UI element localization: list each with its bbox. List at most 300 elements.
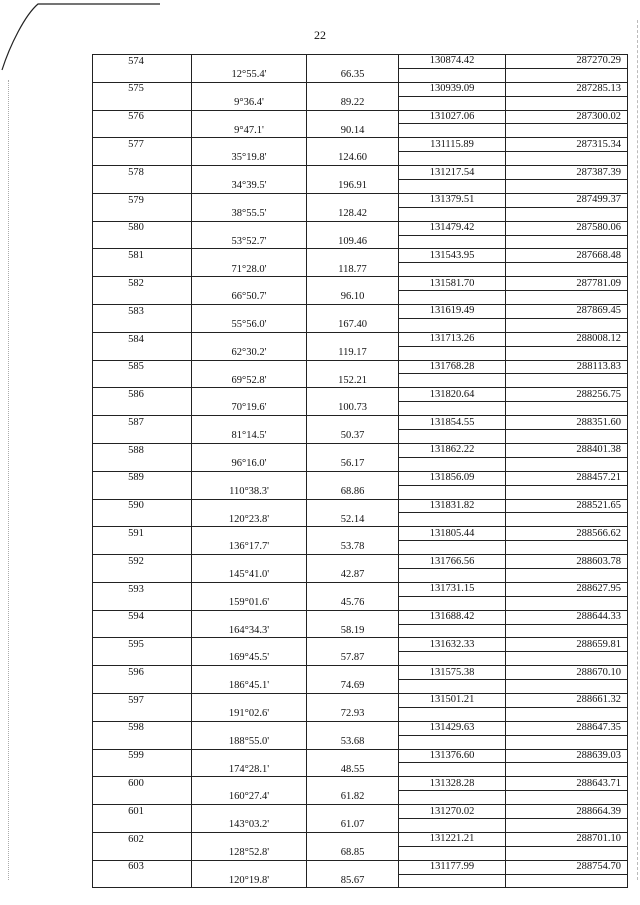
- distance-cell-empty: [307, 693, 399, 707]
- point-number: 594: [93, 610, 192, 624]
- direction-angle: 159°01.6': [192, 596, 307, 610]
- distance-cell-empty: [307, 749, 399, 763]
- y-coordinate: 287499.37: [506, 193, 628, 207]
- point-cell-empty: [93, 568, 192, 582]
- distance-cell-empty: [307, 582, 399, 596]
- distance-cell-empty: [307, 777, 399, 791]
- segment-row: [93, 180, 628, 194]
- angle-cell-empty: [192, 610, 307, 624]
- point-number: 603: [93, 860, 192, 874]
- point-cell-empty: [93, 235, 192, 249]
- point-number: 579: [93, 193, 192, 207]
- x-coordinate: 131027.06: [399, 110, 506, 124]
- point-row: [93, 443, 628, 457]
- page-number: 22: [314, 28, 326, 42]
- segment-length: 96.10: [307, 291, 399, 305]
- angle-cell-empty: [192, 805, 307, 819]
- direction-angle: 164°34.3': [192, 624, 307, 638]
- segment-length: 128.42: [307, 207, 399, 221]
- x-cell-empty: [399, 874, 506, 888]
- segment-length: 90.14: [307, 124, 399, 138]
- x-cell-empty: [399, 374, 506, 388]
- point-number: 596: [93, 666, 192, 680]
- x-cell-empty: [399, 346, 506, 360]
- y-cell-empty: [506, 818, 628, 832]
- point-cell-empty: [93, 180, 192, 194]
- point-number: 584: [93, 332, 192, 346]
- point-cell-empty: [93, 402, 192, 416]
- distance-cell-empty: [307, 443, 399, 457]
- point-row: [93, 638, 628, 652]
- point-number: 590: [93, 499, 192, 513]
- point-row: [93, 527, 628, 541]
- distance-cell-empty: [307, 471, 399, 485]
- x-coordinate: 130939.09: [399, 82, 506, 96]
- segment-row: [93, 291, 628, 305]
- x-cell-empty: [399, 735, 506, 749]
- segment-length: 119.17: [307, 346, 399, 360]
- point-cell-empty: [93, 485, 192, 499]
- x-coordinate: 131376.60: [399, 749, 506, 763]
- point-number: 577: [93, 138, 192, 152]
- distance-cell-empty: [307, 55, 399, 69]
- direction-angle: 81°14.5': [192, 430, 307, 444]
- direction-angle: 55°56.0': [192, 318, 307, 332]
- distance-cell-empty: [307, 666, 399, 680]
- point-number: 575: [93, 82, 192, 96]
- x-cell-empty: [399, 318, 506, 332]
- segment-row: [93, 707, 628, 721]
- angle-cell-empty: [192, 221, 307, 235]
- y-coordinate: 287285.13: [506, 82, 628, 96]
- distance-cell-empty: [307, 805, 399, 819]
- point-row: [93, 360, 628, 374]
- point-number: 581: [93, 249, 192, 263]
- distance-cell-empty: [307, 499, 399, 513]
- x-cell-empty: [399, 680, 506, 694]
- x-coordinate: 131575.38: [399, 666, 506, 680]
- x-coordinate: 131217.54: [399, 166, 506, 180]
- point-cell-empty: [93, 818, 192, 832]
- segment-length: 72.93: [307, 707, 399, 721]
- distance-cell-empty: [307, 277, 399, 291]
- direction-angle: 145°41.0': [192, 568, 307, 582]
- point-row: [93, 555, 628, 569]
- point-row: [93, 110, 628, 124]
- x-cell-empty: [399, 430, 506, 444]
- y-coordinate: 288664.39: [506, 805, 628, 819]
- angle-cell-empty: [192, 360, 307, 374]
- distance-cell-empty: [307, 832, 399, 846]
- segment-length: 109.46: [307, 235, 399, 249]
- segment-row: [93, 457, 628, 471]
- point-cell-empty: [93, 707, 192, 721]
- point-number: 600: [93, 777, 192, 791]
- point-row: [93, 749, 628, 763]
- y-coordinate: 288644.33: [506, 610, 628, 624]
- y-coordinate: 287869.45: [506, 305, 628, 319]
- angle-cell-empty: [192, 666, 307, 680]
- segment-length: 167.40: [307, 318, 399, 332]
- y-coordinate: 287270.29: [506, 55, 628, 69]
- x-coordinate: 131805.44: [399, 527, 506, 541]
- direction-angle: 70°19.6': [192, 402, 307, 416]
- direction-angle: 120°23.8': [192, 513, 307, 527]
- distance-cell-empty: [307, 305, 399, 319]
- point-cell-empty: [93, 596, 192, 610]
- point-cell-empty: [93, 68, 192, 82]
- point-cell-empty: [93, 96, 192, 110]
- x-cell-empty: [399, 207, 506, 221]
- y-coordinate: 287300.02: [506, 110, 628, 124]
- y-coordinate: 287580.06: [506, 221, 628, 235]
- direction-angle: 174°28.1': [192, 763, 307, 777]
- point-row: [93, 582, 628, 596]
- y-cell-empty: [506, 485, 628, 499]
- y-cell-empty: [506, 846, 628, 860]
- point-row: [93, 221, 628, 235]
- point-number: 588: [93, 443, 192, 457]
- angle-cell-empty: [192, 832, 307, 846]
- x-cell-empty: [399, 235, 506, 249]
- x-coordinate: 131766.56: [399, 555, 506, 569]
- y-coordinate: 288566.62: [506, 527, 628, 541]
- segment-length: 42.87: [307, 568, 399, 582]
- direction-angle: 188°55.0': [192, 735, 307, 749]
- y-cell-empty: [506, 680, 628, 694]
- y-cell-empty: [506, 513, 628, 527]
- y-coordinate: 288643.71: [506, 777, 628, 791]
- segment-row: [93, 568, 628, 582]
- angle-cell-empty: [192, 443, 307, 457]
- distance-cell-empty: [307, 110, 399, 124]
- direction-angle: 169°45.5': [192, 652, 307, 666]
- segment-length: 68.85: [307, 846, 399, 860]
- point-cell-empty: [93, 874, 192, 888]
- segment-row: [93, 152, 628, 166]
- point-number: 597: [93, 693, 192, 707]
- segment-row: [93, 791, 628, 805]
- y-cell-empty: [506, 180, 628, 194]
- angle-cell-empty: [192, 582, 307, 596]
- y-coordinate: 288659.81: [506, 638, 628, 652]
- distance-cell-empty: [307, 721, 399, 735]
- point-cell-empty: [93, 346, 192, 360]
- y-cell-empty: [506, 874, 628, 888]
- segment-row: [93, 96, 628, 110]
- y-coordinate: 288521.65: [506, 499, 628, 513]
- point-cell-empty: [93, 430, 192, 444]
- direction-angle: 120°19.8': [192, 874, 307, 888]
- segment-row: [93, 207, 628, 221]
- segment-row: [93, 624, 628, 638]
- x-coordinate: 131713.26: [399, 332, 506, 346]
- distance-cell-empty: [307, 416, 399, 430]
- point-number: 576: [93, 110, 192, 124]
- y-coordinate: 288603.78: [506, 555, 628, 569]
- segment-length: 74.69: [307, 680, 399, 694]
- point-cell-empty: [93, 846, 192, 860]
- x-cell-empty: [399, 541, 506, 555]
- point-number: 593: [93, 582, 192, 596]
- y-coordinate: 288351.60: [506, 416, 628, 430]
- direction-angle: 66°50.7': [192, 291, 307, 305]
- angle-cell-empty: [192, 193, 307, 207]
- y-coordinate: 288647.35: [506, 721, 628, 735]
- angle-cell-empty: [192, 721, 307, 735]
- segment-length: 100.73: [307, 402, 399, 416]
- point-cell-empty: [93, 457, 192, 471]
- x-cell-empty: [399, 763, 506, 777]
- x-coordinate: 131862.22: [399, 443, 506, 457]
- distance-cell-empty: [307, 249, 399, 263]
- scan-right-edge: [634, 20, 638, 880]
- y-cell-empty: [506, 457, 628, 471]
- angle-cell-empty: [192, 749, 307, 763]
- y-coordinate: 287668.48: [506, 249, 628, 263]
- direction-angle: 96°16.0': [192, 457, 307, 471]
- point-number: 578: [93, 166, 192, 180]
- point-number: 595: [93, 638, 192, 652]
- distance-cell-empty: [307, 193, 399, 207]
- point-cell-empty: [93, 152, 192, 166]
- point-row: [93, 277, 628, 291]
- segment-length: 118.77: [307, 263, 399, 277]
- point-number: 598: [93, 721, 192, 735]
- point-number: 574: [93, 55, 192, 69]
- x-cell-empty: [399, 652, 506, 666]
- angle-cell-empty: [192, 499, 307, 513]
- segment-row: [93, 402, 628, 416]
- point-row: [93, 193, 628, 207]
- x-coordinate: 131479.42: [399, 221, 506, 235]
- y-coordinate: 287781.09: [506, 277, 628, 291]
- point-row: [93, 693, 628, 707]
- y-cell-empty: [506, 568, 628, 582]
- point-row: [93, 860, 628, 874]
- direction-angle: 110°38.3': [192, 485, 307, 499]
- x-coordinate: 131328.28: [399, 777, 506, 791]
- segment-row: [93, 374, 628, 388]
- y-cell-empty: [506, 207, 628, 221]
- y-cell-empty: [506, 707, 628, 721]
- point-row: [93, 55, 628, 69]
- x-coordinate: 131270.02: [399, 805, 506, 819]
- segment-row: [93, 541, 628, 555]
- point-number: 602: [93, 832, 192, 846]
- x-cell-empty: [399, 707, 506, 721]
- direction-angle: 12°55.4': [192, 68, 307, 82]
- segment-row: [93, 763, 628, 777]
- point-row: [93, 166, 628, 180]
- direction-angle: 38°55.5': [192, 207, 307, 221]
- y-cell-empty: [506, 652, 628, 666]
- point-row: [93, 471, 628, 485]
- x-coordinate: 131856.09: [399, 471, 506, 485]
- point-cell-empty: [93, 291, 192, 305]
- angle-cell-empty: [192, 305, 307, 319]
- x-cell-empty: [399, 152, 506, 166]
- y-cell-empty: [506, 96, 628, 110]
- angle-cell-empty: [192, 277, 307, 291]
- point-row: [93, 82, 628, 96]
- distance-cell-empty: [307, 388, 399, 402]
- y-cell-empty: [506, 624, 628, 638]
- point-row: [93, 721, 628, 735]
- direction-angle: 53°52.7': [192, 235, 307, 249]
- point-row: [93, 832, 628, 846]
- point-cell-empty: [93, 791, 192, 805]
- distance-cell-empty: [307, 527, 399, 541]
- point-row: [93, 805, 628, 819]
- y-coordinate: 288661.32: [506, 693, 628, 707]
- direction-angle: 160°27.4': [192, 791, 307, 805]
- x-coordinate: 131731.15: [399, 582, 506, 596]
- distance-cell-empty: [307, 610, 399, 624]
- y-cell-empty: [506, 235, 628, 249]
- direction-angle: 191°02.6': [192, 707, 307, 721]
- distance-cell-empty: [307, 555, 399, 569]
- y-cell-empty: [506, 541, 628, 555]
- point-number: 591: [93, 527, 192, 541]
- x-cell-empty: [399, 568, 506, 582]
- angle-cell-empty: [192, 55, 307, 69]
- y-cell-empty: [506, 763, 628, 777]
- angle-cell-empty: [192, 777, 307, 791]
- x-coordinate: 131177.99: [399, 860, 506, 874]
- x-coordinate: 131543.95: [399, 249, 506, 263]
- segment-length: 152.21: [307, 374, 399, 388]
- x-coordinate: 131379.51: [399, 193, 506, 207]
- segment-length: 196.91: [307, 180, 399, 194]
- y-cell-empty: [506, 430, 628, 444]
- x-cell-empty: [399, 791, 506, 805]
- segment-length: 57.87: [307, 652, 399, 666]
- segment-length: 58.19: [307, 624, 399, 638]
- y-coordinate: 288113.83: [506, 360, 628, 374]
- y-coordinate: 288401.38: [506, 443, 628, 457]
- segment-length: 124.60: [307, 152, 399, 166]
- segment-row: [93, 735, 628, 749]
- x-coordinate: 131429.63: [399, 721, 506, 735]
- segment-length: 50.37: [307, 430, 399, 444]
- segment-length: 66.35: [307, 68, 399, 82]
- segment-row: [93, 680, 628, 694]
- x-cell-empty: [399, 818, 506, 832]
- x-coordinate: 131854.55: [399, 416, 506, 430]
- x-coordinate: 130874.42: [399, 55, 506, 69]
- point-row: [93, 305, 628, 319]
- angle-cell-empty: [192, 332, 307, 346]
- distance-cell-empty: [307, 82, 399, 96]
- angle-cell-empty: [192, 82, 307, 96]
- direction-angle: 128°52.8': [192, 846, 307, 860]
- x-coordinate: 131688.42: [399, 610, 506, 624]
- direction-angle: 9°47.1': [192, 124, 307, 138]
- y-cell-empty: [506, 263, 628, 277]
- segment-length: 53.68: [307, 735, 399, 749]
- point-row: [93, 666, 628, 680]
- x-coordinate: 131768.28: [399, 360, 506, 374]
- point-number: 587: [93, 416, 192, 430]
- coordinates-table: [92, 54, 628, 888]
- point-row: [93, 777, 628, 791]
- x-cell-empty: [399, 457, 506, 471]
- y-cell-empty: [506, 318, 628, 332]
- segment-row: [93, 874, 628, 888]
- x-coordinate: 131632.33: [399, 638, 506, 652]
- segment-row: [93, 596, 628, 610]
- distance-cell-empty: [307, 638, 399, 652]
- point-cell-empty: [93, 374, 192, 388]
- segment-length: 53.78: [307, 541, 399, 555]
- x-cell-empty: [399, 596, 506, 610]
- point-cell-empty: [93, 541, 192, 555]
- segment-length: 89.22: [307, 96, 399, 110]
- point-cell-empty: [93, 624, 192, 638]
- x-cell-empty: [399, 291, 506, 305]
- segment-row: [93, 846, 628, 860]
- segment-length: 45.76: [307, 596, 399, 610]
- angle-cell-empty: [192, 555, 307, 569]
- direction-angle: 35°19.8': [192, 152, 307, 166]
- segment-row: [93, 513, 628, 527]
- point-cell-empty: [93, 124, 192, 138]
- coordinates-table-body: [93, 55, 628, 888]
- y-coordinate: 288639.03: [506, 749, 628, 763]
- x-cell-empty: [399, 846, 506, 860]
- point-cell-empty: [93, 207, 192, 221]
- point-number: 582: [93, 277, 192, 291]
- angle-cell-empty: [192, 416, 307, 430]
- scan-left-edge: [8, 80, 10, 880]
- y-coordinate: 288008.12: [506, 332, 628, 346]
- y-cell-empty: [506, 402, 628, 416]
- segment-row: [93, 346, 628, 360]
- point-number: 599: [93, 749, 192, 763]
- x-coordinate: 131831.82: [399, 499, 506, 513]
- x-coordinate: 131221.21: [399, 832, 506, 846]
- segment-row: [93, 124, 628, 138]
- point-number: 589: [93, 471, 192, 485]
- x-cell-empty: [399, 513, 506, 527]
- x-coordinate: 131501.21: [399, 693, 506, 707]
- distance-cell-empty: [307, 166, 399, 180]
- y-coordinate: 288457.21: [506, 471, 628, 485]
- direction-angle: 143°03.2': [192, 818, 307, 832]
- x-coordinate: 131115.89: [399, 138, 506, 152]
- segment-row: [93, 430, 628, 444]
- segment-length: 85.67: [307, 874, 399, 888]
- point-row: [93, 610, 628, 624]
- point-row: [93, 416, 628, 430]
- point-cell-empty: [93, 652, 192, 666]
- segment-length: 56.17: [307, 457, 399, 471]
- distance-cell-empty: [307, 221, 399, 235]
- distance-cell-empty: [307, 360, 399, 374]
- point-row: [93, 249, 628, 263]
- y-coordinate: 288256.75: [506, 388, 628, 402]
- direction-angle: 186°45.1': [192, 680, 307, 694]
- x-cell-empty: [399, 180, 506, 194]
- x-coordinate: 131619.49: [399, 305, 506, 319]
- y-cell-empty: [506, 735, 628, 749]
- angle-cell-empty: [192, 527, 307, 541]
- segment-row: [93, 235, 628, 249]
- distance-cell-empty: [307, 860, 399, 874]
- x-cell-empty: [399, 68, 506, 82]
- point-number: 585: [93, 360, 192, 374]
